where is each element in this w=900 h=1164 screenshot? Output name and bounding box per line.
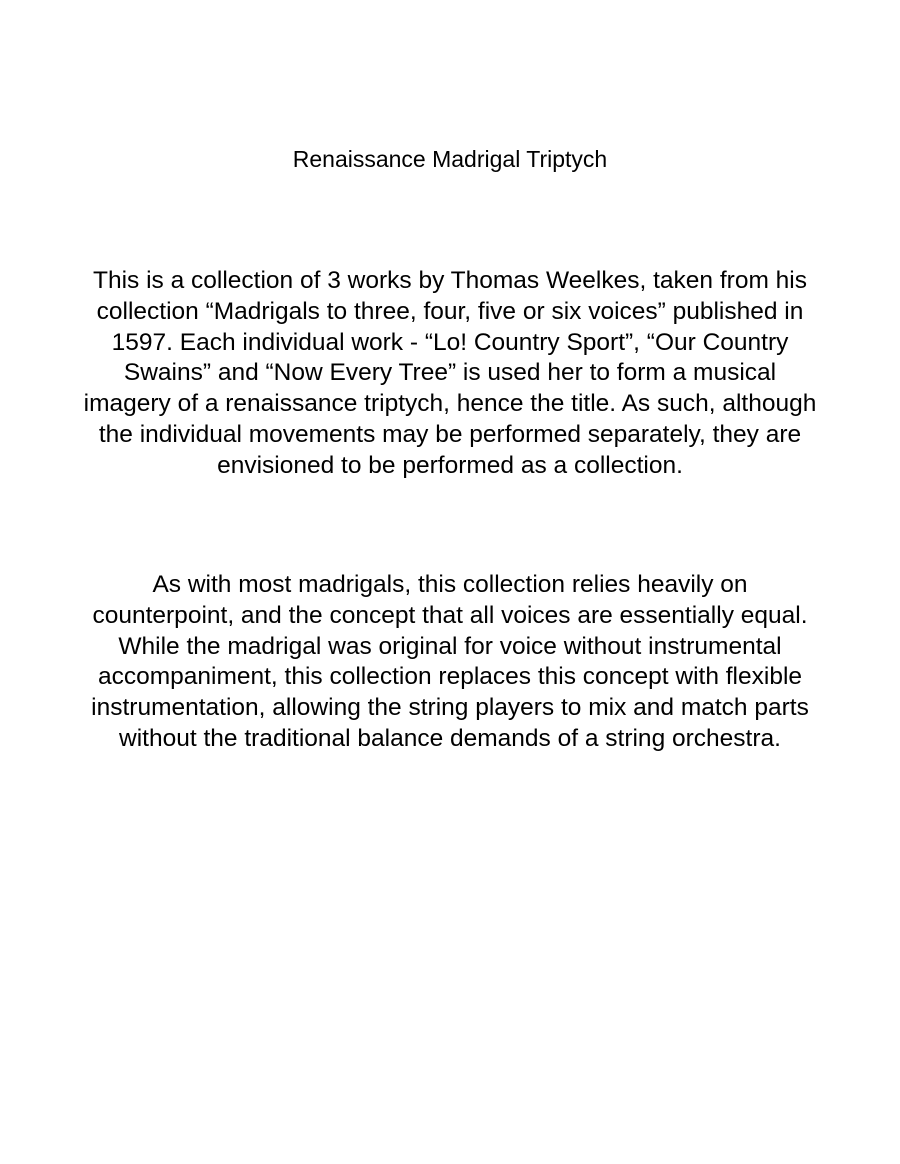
intro-paragraph: This is a collection of 3 works by Thomas Weelkes, taken from his collection “Madrigals to three, four, five or six voices” published in 1597. Each individual work - “Lo! Country Sport”, “Our Country Swains” and “Now Every Tree” is used her to form a musical imagery of a renaissance triptych, hence the title. As such, although the individual movements may be performed separately, they are envisioned to be performed as a collection. [83,267,817,479]
instrumentation-paragraph: As with most madrigals, this collection relies heavily on counterpoint, and the concept that all voices are essentially equal. While the madrigal was original for voice without instrumental accompaniment, this collection replaces this concept with flexible instrumentation, allowing the string players to mix and match parts without the traditional balance demands of a string orchestra. [91,571,809,752]
document-title: Renaissance Madrigal Triptych [292,146,608,172]
